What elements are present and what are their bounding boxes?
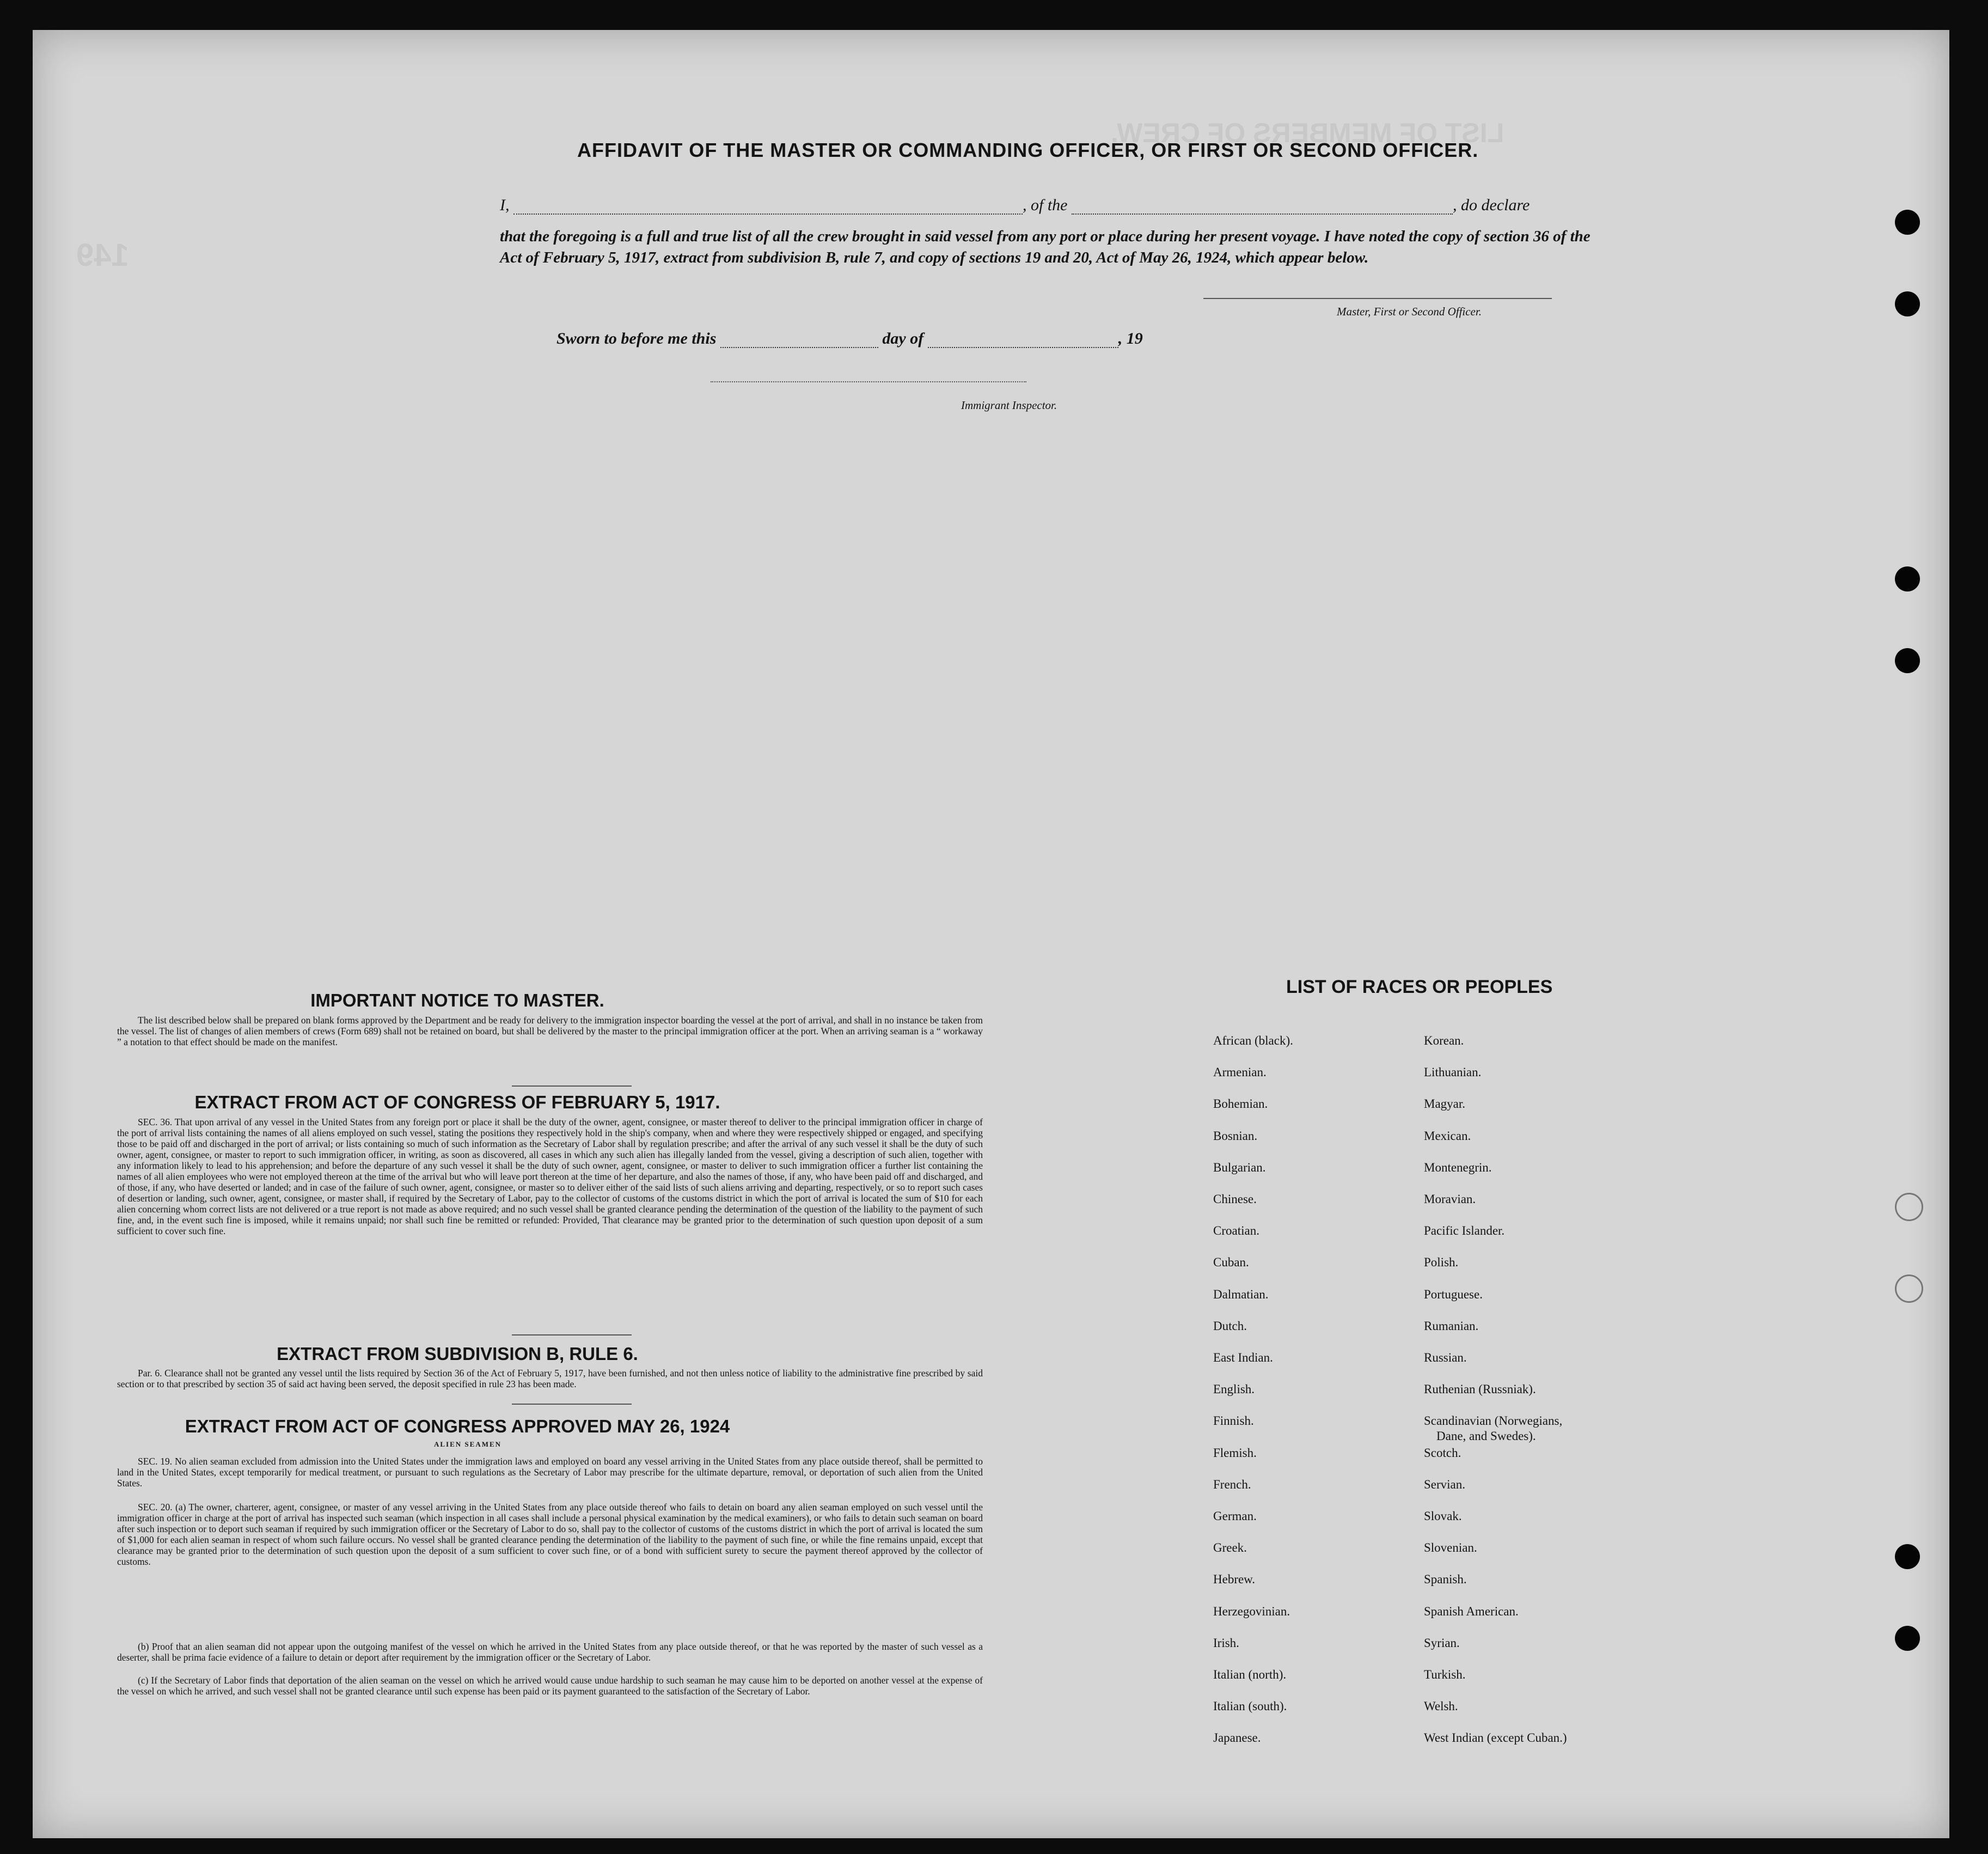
- race-item: Slovak.: [1424, 1509, 1462, 1523]
- race-item: Bosnian.: [1213, 1129, 1258, 1143]
- alien-seamen-subheading: ALIEN SEAMEN: [434, 1440, 502, 1448]
- race-item: Turkish.: [1424, 1668, 1466, 1681]
- day-of-label: day of: [882, 330, 924, 347]
- race-item: Spanish American.: [1424, 1604, 1519, 1618]
- race-item: Ruthenian (Russniak).: [1424, 1382, 1536, 1396]
- sworn-month-field[interactable]: [928, 347, 1118, 348]
- sworn-day-field[interactable]: [720, 347, 878, 348]
- notice-text: The list described below shall be prepared on blank forms approved by the Department and be ready for delivery to the immigration inspector boarding the vessel at the port of arrival, and shall in no instance be taken from the vessel. The list of changes of alien members of crews (Form 689) shall not be retained on board, but shall be delivered by the master to the principal immigration officer at the port. When an arriving seaman is a “ workaway ” a notation to that effect should be made on the manifest.: [117, 1015, 983, 1047]
- of-the-label: , of the: [1023, 196, 1068, 214]
- race-item: Scotch.: [1424, 1446, 1461, 1460]
- race-item: Irish.: [1213, 1636, 1239, 1650]
- race-item: Bohemian.: [1213, 1097, 1268, 1111]
- race-item: Dane, and Swedes).: [1436, 1429, 1536, 1443]
- sec20b-text: (b) Proof that an alien seaman did not appear upon the outgoing manifest of the vessel on which he arrived in the United States from any place outside thereof, or that he was reported by the master of such vessel as a deserter, shall be prima facie evidence of a failure to detain or deport after requirement by the immigration officer or the Secretary of Labor.: [117, 1641, 983, 1663]
- race-item: Mexican.: [1424, 1129, 1471, 1143]
- affidavit-title: AFFIDAVIT OF THE MASTER OR COMMANDING OFFICER, OR FIRST OR SECOND OFFICER.: [577, 139, 1479, 161]
- race-item: Dalmatian.: [1213, 1287, 1269, 1301]
- declaration-text: that the foregoing is a full and true list of all the crew brought in said vessel from any port or place during her present voyage. I have noted the copy of section 36 of the Act of February 5, 1917, extract from subdivision B, rule 7, and copy of sections 19 and 20, Act of May 26, 1924, which appear below.: [500, 228, 1591, 266]
- race-item: Welsh.: [1424, 1699, 1458, 1713]
- race-item: Japanese.: [1213, 1731, 1261, 1745]
- race-item: Russian.: [1424, 1351, 1467, 1364]
- races-title: LIST OF RACES OR PEOPLES: [1286, 977, 1553, 997]
- divider: [512, 1334, 632, 1335]
- race-item: Syrian.: [1424, 1636, 1460, 1650]
- race-item: Magyar.: [1424, 1097, 1466, 1111]
- divider: [512, 1404, 632, 1405]
- i-label: I,: [500, 196, 510, 214]
- race-item: Cuban.: [1213, 1255, 1249, 1270]
- race-item: Finnish.: [1213, 1414, 1254, 1428]
- race-item: Polish.: [1424, 1255, 1459, 1270]
- master-signature-line: [1203, 298, 1552, 299]
- binder-hole: [1895, 210, 1920, 235]
- race-item: Croatian.: [1213, 1224, 1259, 1238]
- race-item: Armenian.: [1213, 1065, 1267, 1080]
- race-item: Moravian.: [1424, 1192, 1476, 1206]
- notice-title: IMPORTANT NOTICE TO MASTER.: [310, 990, 604, 1010]
- binder-hole: [1895, 291, 1920, 316]
- race-item: French.: [1213, 1477, 1251, 1491]
- binder-hole: [1895, 1544, 1920, 1569]
- declarant-name-field[interactable]: [513, 214, 1023, 215]
- race-item: Slovenian.: [1424, 1541, 1477, 1555]
- race-item: African (black).: [1213, 1034, 1293, 1047]
- race-item: Lithuanian.: [1424, 1065, 1482, 1080]
- race-item: Pacific Islander.: [1424, 1224, 1505, 1238]
- sec20c-text: (c) If the Secretary of Labor finds that deportation of the alien seaman on the vessel on which he arrived would cause undue hardship to such seaman he may cause him to be deported on another vessel at the expense of the vessel on which he arrived, and such vessel shall not be granted clearance until such expense has been paid or its payment guaranteed to the satisfaction of the Secretary of Labor.: [117, 1675, 983, 1697]
- document-page: [33, 30, 1949, 1838]
- extract-1917-title: EXTRACT FROM ACT OF CONGRESS OF FEBRUARY 5, 1917.: [194, 1092, 720, 1112]
- binder-hole: [1895, 1626, 1920, 1651]
- extract-1924-title: EXTRACT FROM ACT OF CONGRESS APPROVED MAY 26, 1924: [185, 1416, 730, 1436]
- sworn-label: Sworn to before me this: [556, 330, 717, 347]
- binder-hole: [1895, 1274, 1923, 1303]
- declarant-line: [500, 196, 1530, 215]
- race-item: Portuguese.: [1424, 1287, 1483, 1301]
- race-item: Spanish.: [1424, 1572, 1467, 1587]
- inspector-signature-line: [711, 381, 1026, 382]
- bleed-through-heading: LIST OF MEMBERS OF CREW.: [1111, 118, 1504, 148]
- race-item: Korean.: [1424, 1034, 1464, 1047]
- extract-1917-text: SEC. 36. That upon arrival of any vessel in the United States from any foreign port or place it shall be the duty of the owner, agent, consignee, or master thereof to deliver to the principal immigration officer in charge of the port of arrival lists containing the names of all aliens employed on such vessel, stating the positions they respectively hold in the ship's company, when and where they were respectively shipped or engaged, and specifying those to be paid off and discharged in the port of arrival; or lists containing so much of such information as the Secretary of Labor shall by regulation prescribe; and after the arrival of any such vessel it shall be the duty of such owner, agent, consignee, or master to report to such immigration officer, in writing, as soon as discovered, all cases in which any such alien has illegally landed from the vessel, giving a description of such alien, together with any information likely to lead to his apprehension; and before the departure of any such vessel it shall be the duty of such owner, agent, consignee, or master to deliver to such immigration officer a further list containing the names of all alien employees who were not employed thereon at the time of the arrival but who will leave port thereon at the time of her departure, and also the names of those, if any, who have been paid off and discharged, and of those, if any, who have deserted or landed; and in case of the failure of such owner, agent, consignee, or master so to deliver either of the said lists of such aliens arriving and departing, respectively, or so to report such cases of desertion or landing, such owner, agent, consignee, or master shall, if required by the Secretary of Labor, pay to the collector of customs of the customs district in which the port of arrival is located the sum of $10 for each alien concerning whom correct lists are not delivered or a true report is not made as above required; and no such vessel shall be granted clearance pending the determination of the question of the liability to the payment of such fine, and, in the event such fine is imposed, while it remains unpaid; nor shall such fine be remitted or refunded: Provided, That clearance may be granted prior to the determination of such question upon deposit of a sum sufficient to cover such fine.: [117, 1117, 983, 1236]
- race-item: Greek.: [1213, 1541, 1247, 1555]
- do-declare-label: , do declare: [1453, 196, 1530, 214]
- binder-hole: [1895, 1193, 1923, 1221]
- race-item: Bulgarian.: [1213, 1160, 1266, 1174]
- race-item: Herzegovinian.: [1213, 1604, 1290, 1618]
- race-item: Servian.: [1424, 1477, 1466, 1491]
- race-item: Flemish.: [1213, 1446, 1257, 1460]
- race-item: Scandinavian (Norwegians,: [1424, 1414, 1563, 1428]
- race-item: West Indian (except Cuban.): [1424, 1731, 1567, 1745]
- sec20a-text: SEC. 20. (a) The owner, charterer, agent, consignee, or master of any vessel arriving in the United States from any place outside thereof who fails to detain on board any alien seaman employed on such vessel until the immigration officer in charge at the port of arrival has inspected such seaman (which inspection in all cases shall include a personal physical examination by the medical examiners), or who fails to detain such seaman on board after such inspection or to deport such seaman if required by such immigration officer or the Secretary of Labor to do so, shall pay to the collector of customs of the customs district in which the port of arrival is located the sum of $1,000 for each alien seaman in respect of whom such failure occurs. No vessel shall be granted clearance pending the determination of the liability to the payment of such fine, or while the fine remains unpaid, except that clearance may be granted prior to the determination of such question upon the deposit of a sum sufficient to cover such fine, or of a bond with sufficient surety to secure the payment thereof approved by the collector of customs.: [117, 1502, 983, 1567]
- race-item: Italian (north).: [1213, 1668, 1287, 1681]
- race-item: Italian (south).: [1213, 1699, 1287, 1713]
- extract-rule6-title: EXTRACT FROM SUBDIVISION B, RULE 6.: [277, 1344, 638, 1364]
- divider: [512, 1085, 632, 1087]
- extract-rule6-text: Par. 6. Clearance shall not be granted any vessel until the lists required by Section 36 of the Act of February 5, 1917, have been furnished, and not then unless notice of liability to the administrative fine prescribed by said section or to that prescribed by section 35 of said act having been served, the deposit specified in rule 23 has been made.: [117, 1368, 983, 1389]
- race-item: East Indian.: [1213, 1351, 1273, 1364]
- inspector-caption: Immigrant Inspector.: [961, 399, 1057, 412]
- race-item: Montenegrin.: [1424, 1160, 1492, 1174]
- binder-hole: [1895, 566, 1920, 591]
- master-caption: Master, First or Second Officer.: [1337, 305, 1482, 318]
- sworn-line: [556, 330, 1143, 348]
- bleed-through-number: 149: [76, 237, 129, 273]
- race-item: Hebrew.: [1213, 1572, 1256, 1587]
- race-item: Chinese.: [1213, 1192, 1257, 1206]
- binder-hole: [1895, 648, 1920, 673]
- race-item: English.: [1213, 1382, 1255, 1396]
- vessel-name-field[interactable]: [1072, 214, 1453, 215]
- year-label: , 19: [1118, 330, 1143, 347]
- sec19-text: SEC. 19. No alien seaman excluded from admission into the United States under the immigration laws and employed on board any vessel arriving in the United States from any place outside thereof, shall be permitted to land in the United States, except temporarily for medical treatment, or pursuant to such regulations as the Secretary of Labor may prescribe for the ultimate departure, removal, or deportation of such alien from the United States.: [117, 1456, 983, 1489]
- race-item: Dutch.: [1213, 1319, 1247, 1333]
- race-item: German.: [1213, 1509, 1257, 1523]
- race-item: Rumanian.: [1424, 1319, 1479, 1333]
